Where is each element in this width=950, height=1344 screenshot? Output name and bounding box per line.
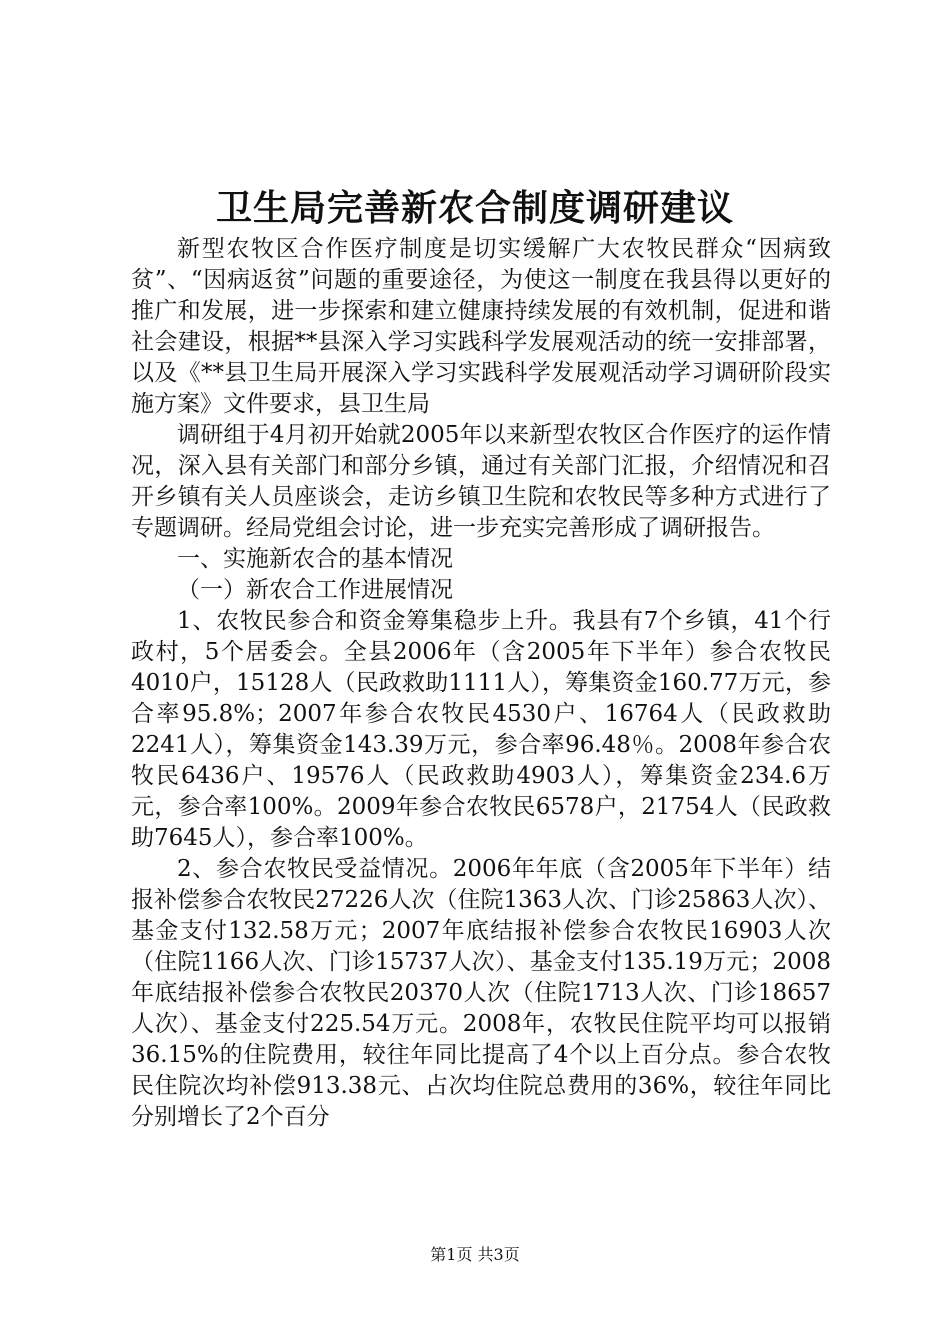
paragraph-benefits: 2、参合农牧民受益情况。2006年年底（含2005年下半年）结报补偿参合农牧民27226人次（住院1363人次、门诊25863人次）、基金支付132.58万元；2007年底结报补偿参合农牧民16903人次（住院1166人次、门诊15737人次）、基金支付135.19万元；2008年底结报补偿参合农牧民20370人次（住院1713人次、门诊18657人次）、基金支付225.54万元。2008年，农牧民住院平均可以报销36.15%的住院费用，较往年同比提高了4个以上百分点。参合农牧民住院次均补偿913.38元、占次均住院总费用的36%，较往年同比分别增长了2个百分 [131,856,831,1130]
page-number-footer: 第1页 共3页 [430,1245,520,1264]
document-body [131,234,831,1133]
section-heading-1: 一、实施新农合的基本情况 [177,546,453,572]
subsection-heading-1: （一）新农合工作进展情况 [177,577,453,603]
document-title: 卫生局完善新农合制度调研建议 [215,187,734,229]
paragraph-intro: 新型农牧区合作医疗制度是切实缓解广大农牧民群众“因病致贫”、“因病返贫”问题的重要途径，为使这一制度在我县得以更好的推广和发展，进一步探索和建立健康持续发展的有效机制，促进和谐社会建设，根据**县深入学习实践科学发展观活动的统一安排部署，以及《**县卫生局开展深入学习实践科学发展观活动学习调研阶段实施方案》文件要求，县卫生局 [131,236,831,417]
paragraph-research-group: 调研组于4月初开始就2005年以来新型农牧区合作医疗的运作情况，深入县有关部门和部分乡镇，通过有关部门汇报，介绍情况和召开乡镇有关人员座谈会，走访乡镇卫生院和农牧民等多种方式进行了专题调研。经局党组会讨论，进一步充实完善形成了调研报告。 [131,422,831,541]
paragraph-participation: 1、农牧民参合和资金筹集稳步上升。我县有7个乡镇，41个行政村，5个居委会。全县2006年（含2005年下半年）参合农牧民4010户，15128人（民政救助1111人），筹集资金160.77万元，参合率95.8%；2007年参合农牧民4530户、16764人（民政救助2241人），筹集资金143.39万元，参合率96.48％。2008年参合农牧民6436户、19576人（民政救助4903人），筹集资金234.6万元，参合率100%。2009年参合农牧民6578户，21754人（民政救助7645人），参合率100%。 [131,608,831,851]
